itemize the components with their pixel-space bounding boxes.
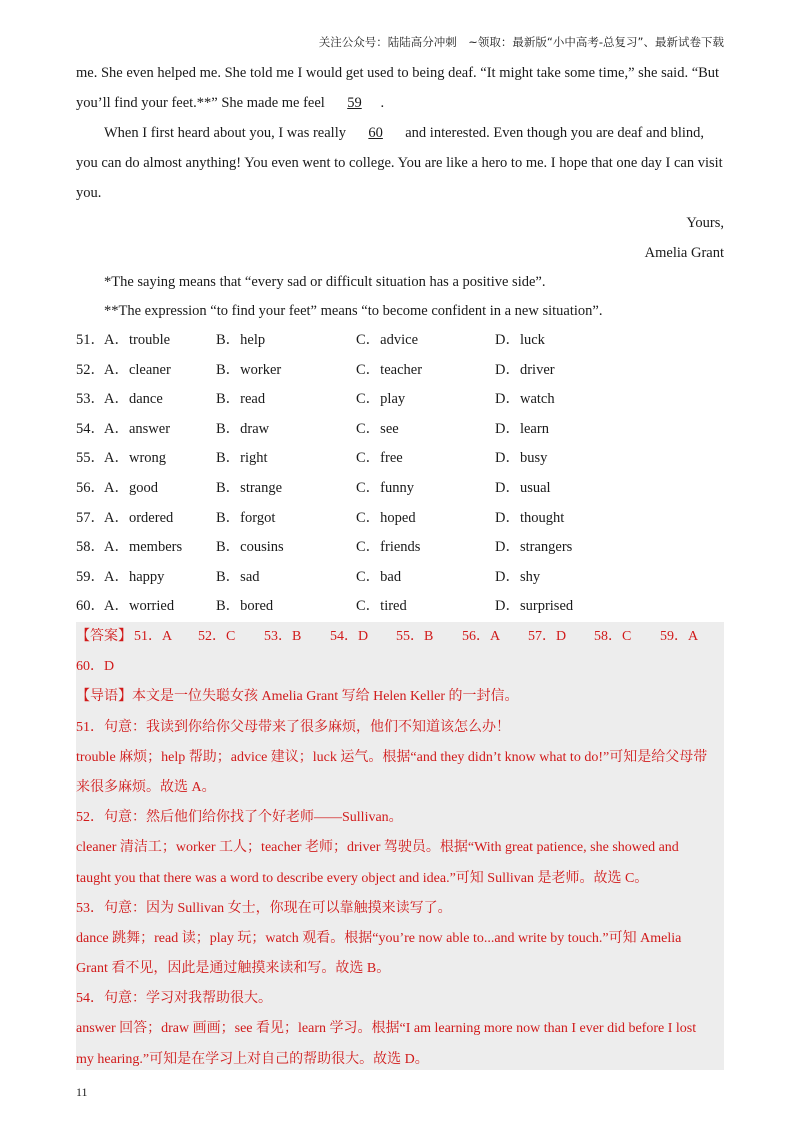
explanation-line: dance 跳舞；read 读；play 玩；watch 观看。根据“you’re now able to...and write by touch.”可知 Amelia [76, 930, 682, 946]
options-list [76, 326, 724, 622]
passage-line: me. She even helped me. She told me I would get used to being deaf. “It might take some time,” she said. “But [76, 65, 720, 81]
option-c: C．funny [356, 479, 414, 496]
option-c: C．hoped [356, 509, 416, 526]
answer-section [76, 622, 724, 1070]
option-a: A．answer [104, 420, 171, 437]
option-d: D．thought [495, 509, 565, 526]
option-d: D．busy [495, 450, 548, 467]
question-number: 52． [76, 361, 105, 378]
answer-key-item: 56．A [462, 629, 501, 644]
passage-line: you can do almost anything! You even went to college. You are like a hero to me. I hope that one day I can visit [76, 155, 723, 171]
option-b: B．forgot [216, 509, 276, 526]
option-b: B．worker [216, 361, 282, 378]
option-a: A．happy [104, 568, 165, 585]
option-a: A．wrong [104, 450, 167, 467]
explanation-line: answer 回答；draw 画画；see 看见；learn 学习。根据“I am learning more now than I ever did before I lost [76, 1021, 697, 1037]
option-c: C．see [356, 420, 399, 437]
question-number: 53． [76, 391, 105, 408]
footnote-2: **The expression “to find your feet” means “to become confident in a new situation”. [104, 303, 603, 319]
question-number: 55． [76, 450, 105, 467]
option-a: A．cleaner [104, 361, 171, 378]
page-header: 关注公众号：陆陆高分冲刺 ~领取：最新版“小中高考-总复习”、最新试卷下载 [318, 35, 724, 49]
explanation-line: taught you that there was a word to describe every object and idea.”可知 Sullivan 是老师。故选 C。 [76, 870, 649, 886]
question-row [76, 326, 724, 356]
option-d: D．usual [495, 479, 551, 496]
question-row [76, 356, 724, 386]
option-b: B．bored [216, 598, 274, 615]
answer-key-label: 【答案】 [76, 629, 132, 644]
option-a: A．ordered [104, 509, 174, 526]
option-c: C．play [356, 391, 406, 408]
option-b: B．right [216, 450, 268, 467]
explanation-line: 51．句意：我读到你给你父母带来了很多麻烦，他们不知道该怎么办！ [76, 719, 510, 735]
question-row [76, 444, 724, 474]
question-number: 58． [76, 539, 105, 556]
passage-text: you’ll find your feet.**” She made me feel [76, 95, 329, 111]
option-d: D．surprised [495, 598, 574, 615]
question-number: 59． [76, 568, 105, 585]
answer-key-item: 54．D [330, 629, 369, 644]
passage [76, 58, 724, 622]
option-c: C．friends [356, 539, 421, 556]
option-d: D．luck [495, 332, 545, 348]
letter-closing: Yours, [686, 215, 724, 231]
question-row [76, 385, 724, 415]
answer-key-item: 59．A [660, 629, 699, 644]
option-a: A．worried [104, 598, 175, 615]
question-row [76, 504, 724, 534]
answer-key-item: 58．C [594, 629, 632, 644]
explanation-line: my hearing.”可知是在学习上对自己的帮助很大。故选 D。 [76, 1051, 429, 1067]
option-b: B．cousins [216, 539, 284, 556]
question-row [76, 533, 724, 563]
explanation-line: 来很多麻烦。故选 A。 [76, 779, 216, 795]
explanation-line: cleaner 清洁工；worker 工人；teacher 老师；driver 驾驶员。根据“With great patience, she showed and [76, 840, 679, 856]
passage-text: and interested. Even though you are deaf and blind, [401, 125, 704, 141]
option-a: A．members [104, 539, 183, 556]
passage-line [76, 118, 724, 148]
question-number: 54． [76, 420, 105, 437]
option-c: C．bad [356, 568, 402, 585]
page-number: 11 [76, 1085, 88, 1099]
explanation-line: 53．句意：因为 Sullivan 女士，你现在可以靠触摸来读写了。 [76, 900, 452, 916]
option-d: D．shy [495, 568, 541, 585]
option-a: A．trouble [104, 332, 171, 348]
option-d: D．strangers [495, 539, 573, 556]
answer-key-item: 55．B [396, 629, 434, 644]
answer-key-item: 51．A [134, 629, 173, 644]
option-d: D．watch [495, 391, 555, 408]
question-row [76, 415, 724, 445]
answer-key-row [76, 622, 724, 652]
passage-text: . [380, 95, 385, 111]
question-number: 51． [76, 332, 105, 348]
question-row [76, 563, 724, 593]
option-a: A．dance [104, 391, 163, 408]
option-c: C．tired [356, 598, 407, 615]
passage-line: you. [76, 185, 102, 201]
option-a: A．good [104, 479, 158, 496]
answer-key-last: 60．D [76, 659, 115, 675]
option-c: C．teacher [356, 361, 423, 378]
question-number: 60． [76, 598, 105, 615]
option-b: B．sad [216, 568, 260, 585]
blank-59: 59 [347, 95, 362, 111]
letter-signature: Amelia Grant [644, 245, 724, 261]
option-d: D．driver [495, 361, 555, 378]
option-c: C．free [356, 450, 403, 467]
question-row [76, 474, 724, 504]
option-b: B．read [216, 391, 266, 408]
explanation-intro: 【导语】本文是一位失聪女孩 Amelia Grant 写给 Helen Keller 的一封信。 [76, 689, 519, 705]
passage-text: When I first heard about you, I was really [104, 125, 350, 141]
answer-key-item: 53．B [264, 629, 302, 644]
explanation-line: 54．句意：学习对我帮助很大。 [76, 991, 272, 1007]
footnote-1: *The saying means that “every sad or difficult situation has a positive side”. [104, 274, 546, 290]
question-number: 56． [76, 479, 105, 496]
answer-key-item: 57．D [528, 629, 567, 644]
option-b: B．strange [216, 479, 283, 496]
option-d: D．learn [495, 420, 549, 437]
explanation-line: Grant 看不见，因此是通过触摸来读和写。故选 B。 [76, 961, 391, 977]
option-c: C．advice [356, 332, 419, 348]
passage-line [76, 88, 724, 118]
answer-key-item: 52．C [198, 629, 236, 644]
option-b: B．draw [216, 420, 270, 437]
explanation-line: trouble 麻烦；help 帮助；advice 建议；luck 运气。根据“and they didn’t know what to do!”可知是给父母带 [76, 749, 708, 765]
option-b: B．help [216, 332, 266, 348]
question-number: 57． [76, 509, 105, 526]
blank-60: 60 [368, 125, 383, 141]
explanation-line: 52．句意：然后他们给你找了个好老师——Sullivan。 [76, 810, 403, 826]
question-row [76, 592, 724, 622]
